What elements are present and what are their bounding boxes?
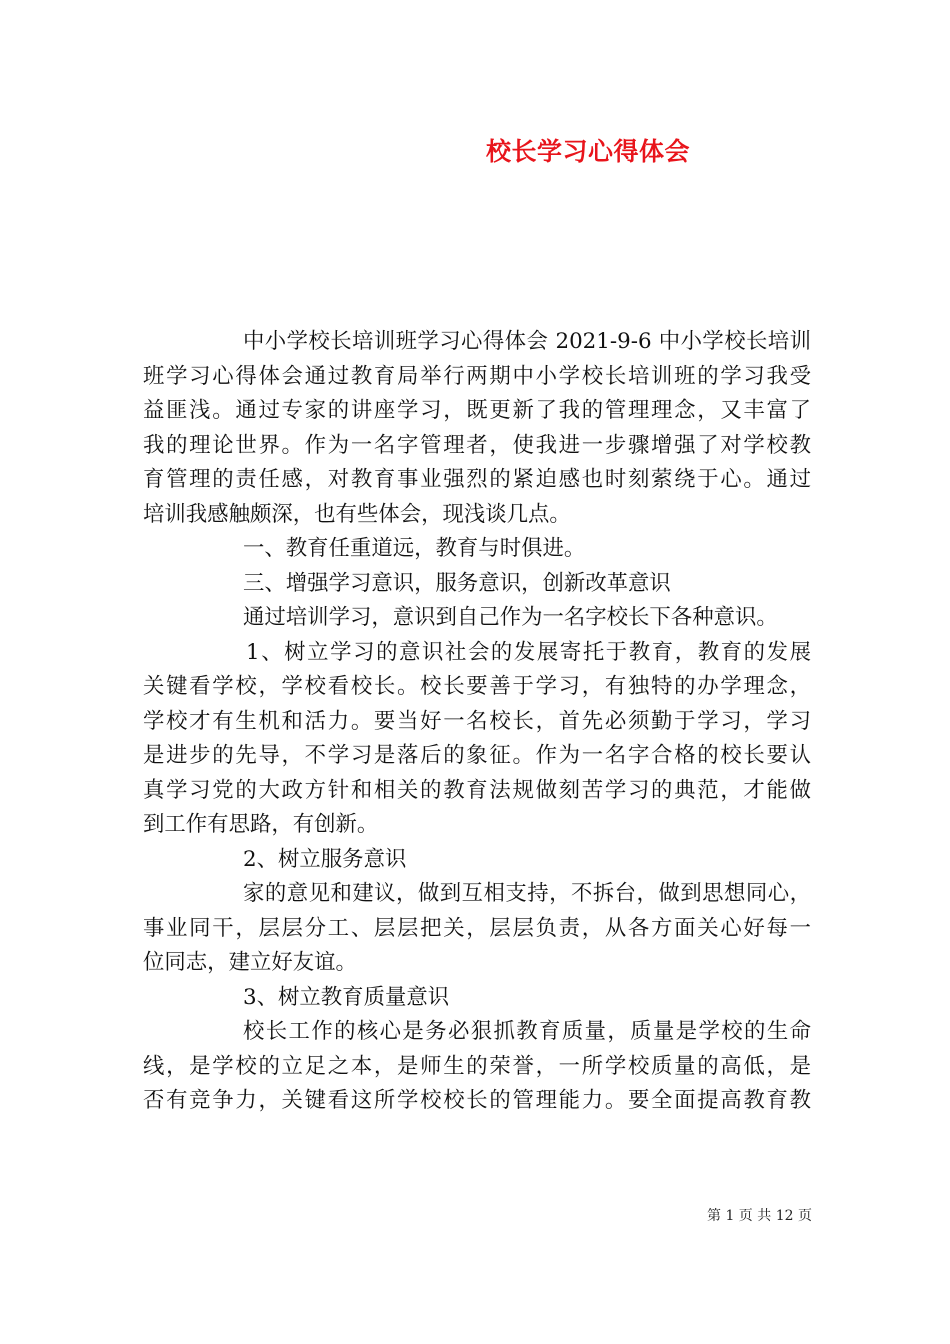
paragraph-line: 事业同干，层层分工、层层把关，层层负责，从各方面关心好每一: [143, 915, 811, 941]
paragraph-line: 我的理论世界。作为一名字管理者，使我进一步骤增强了对学校教: [143, 432, 811, 458]
paragraph-line: 真学习党的大政方针和相关的教育法规做刻苦学习的典范，才能做: [143, 777, 811, 803]
paragraph-line: 1、树立学习的意识社会的发展寄托于教育，教育的发展: [246, 639, 811, 665]
section-heading: 3、树立教育质量意识: [243, 984, 450, 1010]
paragraph-line: 中小学校长培训班学习心得体会 2021-9-6 中小学校长培训: [243, 329, 811, 354]
paragraph-line: 益匪浅。通过专家的讲座学习，既更新了我的管理理念，又丰富了: [143, 398, 811, 423]
paragraph-line: 育管理的责任感，对教育事业强烈的紧迫感也时刻萦绕于心。通过: [143, 467, 811, 492]
paragraph-line: 家的意见和建议，做到互相支持，不拆台，做到思想同心，: [243, 881, 811, 906]
document-body: [143, 325, 811, 1119]
paragraph-line: 否有竞争力，关键看这所学校校长的管理能力。要全面提高教育教: [143, 1088, 811, 1113]
section-heading: 一、教育任重道远，教育与时俱进。: [243, 536, 586, 561]
paragraph-line: 班学习心得体会通过教育局举行两期中小学校长培训班的学习我受: [143, 363, 811, 389]
section-heading: 三、增强学习意识，服务意识，创新改革意识: [243, 570, 671, 596]
paragraph-line: 线，是学校的立足之本，是师生的荣誉，一所学校质量的高低，是: [143, 1053, 811, 1079]
paragraph-line: 是进步的先导，不学习是落后的象征。作为一名字合格的校长要认: [143, 743, 811, 768]
page-number: 第 1 页 共 12 页: [707, 1208, 812, 1224]
section-heading: 2、树立服务意识: [243, 846, 407, 872]
page-title: 校长学习心得体会: [486, 137, 691, 166]
paragraph-line: 通过培训学习，意识到自己作为一名字校长下各种意识。: [243, 605, 778, 630]
paragraph-line: 到工作有思路，有创新。: [143, 812, 379, 837]
paragraph-line: 学校才有生机和活力。要当好一名校长，首先必须勤于学习，学习: [143, 708, 811, 734]
paragraph-line: 培训我感触颇深，也有些体会，现浅谈几点。: [143, 501, 571, 527]
paragraph-line: 校长工作的核心是务必狠抓教育质量，质量是学校的生命: [243, 1019, 811, 1044]
paragraph-line: 关键看学校，学校看校长。校长要善于学习，有独特的办学理念，: [143, 674, 811, 699]
paragraph-line: 位同志，建立好友谊。: [143, 950, 357, 975]
